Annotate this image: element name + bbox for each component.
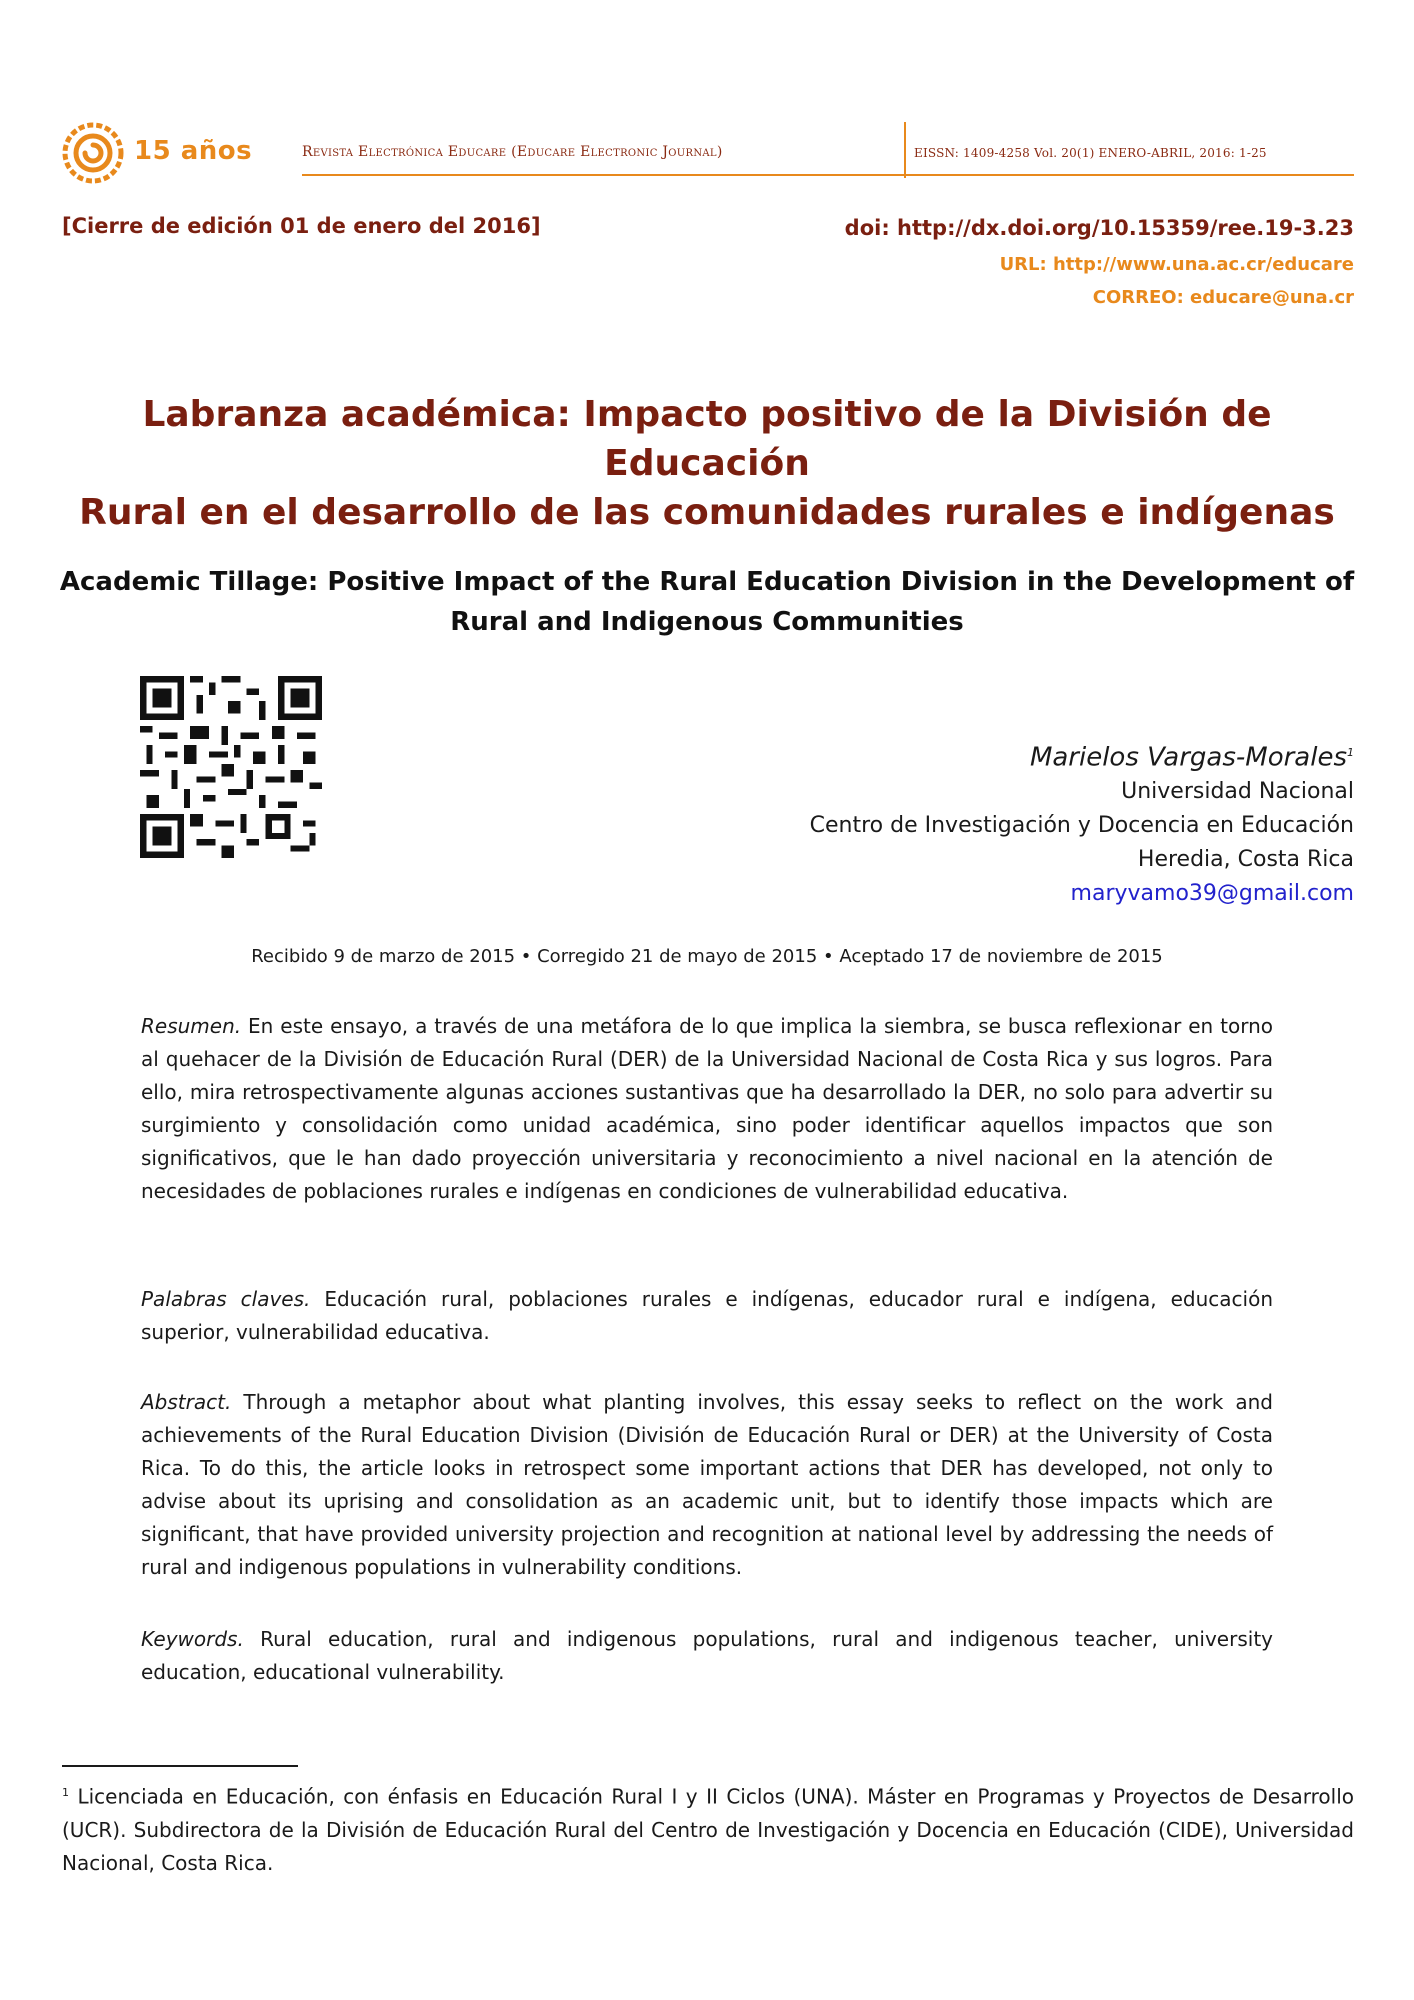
palabras-text: Educación rural, poblaciones rurales e indígenas, educador rural e indígena, educación superior, vulnerabilidad educativa. bbox=[141, 1287, 1273, 1344]
qr-code-icon[interactable] bbox=[140, 676, 322, 858]
footnote-mark: 1 bbox=[62, 1786, 69, 1799]
contact-email[interactable]: CORREO: educare@una.cr bbox=[1092, 287, 1354, 308]
journal-header bbox=[62, 122, 1354, 184]
keywords-paragraph bbox=[141, 1623, 1273, 1689]
author-location: Heredia, Costa Rica bbox=[1137, 846, 1354, 872]
abstract-paragraph bbox=[141, 1386, 1273, 1584]
palabras-claves-paragraph bbox=[141, 1283, 1273, 1349]
header-rule bbox=[302, 174, 1354, 176]
footnote-rule bbox=[62, 1765, 298, 1767]
author-institution: Universidad Nacional bbox=[1121, 778, 1354, 804]
keywords-text: Rural education, rural and indigenous populations, rural and indigenous teacher, university education, educational vulnerability. bbox=[141, 1627, 1273, 1684]
title-english bbox=[40, 562, 1374, 642]
logo-text: 15 años bbox=[134, 136, 253, 166]
author-email[interactable]: maryvamo39@gmail.com bbox=[1070, 880, 1354, 906]
journal-name: Revista Electrónica Educare (Educare Electronic Journal) bbox=[302, 144, 723, 160]
title-es-line1: Labranza académica: Impacto positivo de la División de Educación bbox=[142, 394, 1272, 484]
abstract-text: Through a metaphor about what planting involves, this essay seeks to reflect on the work and achievements of the Rural Education Division (División de Educación Rural or DER) at the University of Costa Rica. To do this, the article looks in retrospect some important actions that DER has developed, not only to advise about its uprising and consolidation as an academic unit, but to identify those impacts which are significant, that have provided university projection and recognition at national level by addressing the needs of rural and indigenous populations in vulnerability conditions. bbox=[141, 1390, 1273, 1579]
url-link[interactable]: URL: http://www.una.ac.cr/educare bbox=[999, 254, 1354, 275]
author-block bbox=[810, 736, 1354, 911]
title-en-line1: Academic Tillage: Positive Impact of the Rural Education Division in the Development of bbox=[59, 567, 1355, 597]
author-center: Centro de Investigación y Docencia en Educación bbox=[809, 812, 1354, 838]
submission-dates: Recibido 9 de marzo de 2015 • Corregido 21 de mayo de 2015 • Aceptado 17 de noviembre de 2015 bbox=[251, 946, 1163, 967]
header-divider bbox=[904, 122, 906, 178]
author-footnote-mark: 1 bbox=[1347, 746, 1354, 759]
title-en-line2: Rural and Indigenous Communities bbox=[450, 607, 964, 637]
footnote-text: Licenciada en Educación, con énfasis en Educación Rural I y II Ciclos (UNA). Máster en Programas y Proyectos de Desarrollo (UCR). Subdirectora de la División de Educación Rural del Centro de Investigación y Docencia en Educación (CIDE), Universidad Nacional, Costa Rica. bbox=[62, 1784, 1354, 1875]
title-spanish bbox=[40, 390, 1374, 537]
resumen-label: Resumen. bbox=[141, 1014, 242, 1038]
author-name: Marielos Vargas-Morales$^1$ bbox=[1029, 742, 1354, 773]
doi-link[interactable]: doi: http://dx.doi.org/10.15359/ree.19-3.23 bbox=[844, 216, 1354, 240]
issn-volume: EISSN: 1409-4258 Vol. 20(1) ENERO-ABRIL, 2016: 1-25 bbox=[914, 146, 1267, 160]
palabras-label: Palabras claves. bbox=[141, 1287, 311, 1311]
keywords-label: Keywords. bbox=[141, 1627, 244, 1651]
title-es-line2: Rural en el desarrollo de las comunidades rurales e indígenas bbox=[79, 492, 1335, 533]
author-footnote bbox=[62, 1776, 1354, 1880]
spiral-logo-icon bbox=[62, 122, 134, 184]
closing-date: [Cierre de edición 01 de enero del 2016] bbox=[62, 214, 541, 238]
resumen-paragraph bbox=[141, 1010, 1273, 1208]
resumen-text: En este ensayo, a través de una metáfora de lo que implica la siembra, se busca reflexionar en torno al quehacer de la División de Educación Rural (DER) de la Universidad Nacional de Costa Rica y sus logros. Para ello, mira retrospectivamente algunas acciones sustantivas que ha desarrollado la DER, no solo para advertir su surgimiento y consolidación como unidad académica, sino poder identificar aquellos impactos que son significativos, que le han dado proyección universitaria y reconocimiento a nivel nacional en la atención de necesidades de poblaciones rurales e indígenas en condiciones de vulnerabilidad educativa. bbox=[141, 1014, 1273, 1203]
abstract-label: Abstract. bbox=[141, 1390, 232, 1414]
